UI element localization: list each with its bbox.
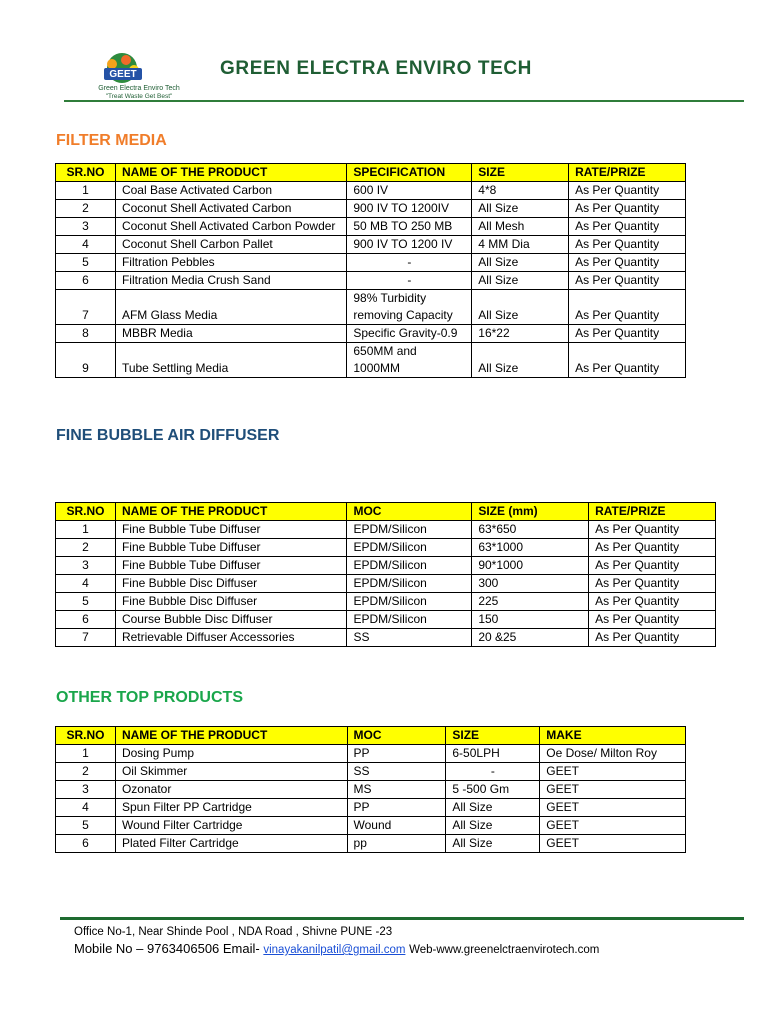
cell-make: GEET [540,763,686,781]
cell-product: Tube Settling Media [115,343,346,378]
cell-srno: 5 [56,254,116,272]
cell-product: Fine Bubble Tube Diffuser [115,521,346,539]
cell-product: Fine Bubble Tube Diffuser [115,557,346,575]
cell-moc: SS [347,629,472,647]
cell-srno: 4 [56,799,116,817]
cell-size: 6-50LPH [446,745,540,763]
cell-spec: 900 IV TO 1200 IV [347,236,472,254]
cell-spec: 900 IV TO 1200IV [347,200,472,218]
cell-srno: 3 [56,557,116,575]
header-divider [64,100,744,102]
cell-product: Course Bubble Disc Diffuser [115,611,346,629]
cell-product: Coconut Shell Carbon Pallet [115,236,346,254]
table-row [56,539,716,557]
column-header: SIZE [446,727,540,745]
cell-size: 5 -500 Gm [446,781,540,799]
cell-rate: As Per Quantity [589,593,716,611]
cell-rate: As Per Quantity [589,611,716,629]
cell-make: GEET [540,781,686,799]
table-row [56,325,686,343]
cell-size: 225 [472,593,589,611]
cell-product: MBBR Media [115,325,346,343]
logo-tagline: "Treat Waste Get Best" [105,93,173,100]
table-row [56,763,686,781]
cell-spec: 50 MB TO 250 MB [347,218,472,236]
cell-srno: 1 [56,182,116,200]
cell-spec: 98% Turbidity removing Capacity [347,290,472,325]
company-logo [64,50,224,102]
air-diffuser-table [55,502,716,647]
cell-size: 4 MM Dia [472,236,569,254]
table-row [56,557,716,575]
cell-rate: As Per Quantity [589,539,716,557]
cell-product: Spun Filter PP Cartridge [115,799,347,817]
logo-subtitle: Green Electra Enviro Tech [98,85,180,92]
cell-rate: As Per Quantity [569,343,686,378]
cell-product: Wound Filter Cartridge [115,817,347,835]
column-header: MOC [347,727,446,745]
table-header-row [56,727,686,745]
footer-email-link[interactable]: vinayakanilpatil@gmail.com [263,944,406,956]
table-row [56,593,716,611]
company-name: GREEN ELECTRA ENVIRO TECH [220,58,532,79]
cell-rate: As Per Quantity [569,200,686,218]
footer-divider [60,917,744,920]
cell-product: Fine Bubble Disc Diffuser [115,575,346,593]
cell-rate: As Per Quantity [569,272,686,290]
cell-rate: As Per Quantity [569,182,686,200]
cell-srno: 4 [56,575,116,593]
air-diffuser-title: FINE BUBBLE AIR DIFFUSER [56,427,280,444]
cell-srno: 7 [56,290,116,325]
table-row [56,799,686,817]
cell-size: 16*22 [472,325,569,343]
table-row [56,290,686,325]
table-row [56,521,716,539]
logo-text: GEET [109,69,137,80]
cell-srno: 1 [56,745,116,763]
cell-size: All Mesh [472,218,569,236]
cell-moc: Wound [347,817,446,835]
filter-media-table [55,163,686,378]
cell-size: 300 [472,575,589,593]
cell-size: All Size [446,835,540,853]
cell-srno: 3 [56,218,116,236]
table-row [56,835,686,853]
footer-address: Office No-1, Near Shinde Pool , NDA Road , Shivne PUNE -23 [74,926,393,938]
column-header: MOC [347,503,472,521]
cell-moc: EPDM/Silicon [347,593,472,611]
column-header: NAME OF THE PRODUCT [115,164,346,182]
table-row [56,254,686,272]
cell-product: Fine Bubble Tube Diffuser [115,539,346,557]
table-header-row [56,164,686,182]
cell-size: 150 [472,611,589,629]
cell-moc: EPDM/Silicon [347,557,472,575]
cell-rate: As Per Quantity [589,575,716,593]
cell-make: Oe Dose/ Milton Roy [540,745,686,763]
column-header: RATE/PRIZE [589,503,716,521]
cell-rate: As Per Quantity [569,290,686,325]
table-row [56,817,686,835]
cell-srno: 7 [56,629,116,647]
cell-srno: 2 [56,763,116,781]
cell-size: 63*650 [472,521,589,539]
cell-moc: EPDM/Silicon [347,611,472,629]
cell-moc: SS [347,763,446,781]
column-header: NAME OF THE PRODUCT [115,727,347,745]
cell-srno: 2 [56,200,116,218]
cell-size: All Size [446,799,540,817]
cell-rate: As Per Quantity [569,254,686,272]
column-header: SR.NO [56,727,116,745]
footer-website[interactable]: Web-www.greenelctraenvirotech.com [409,944,600,956]
cell-srno: 9 [56,343,116,378]
column-header: MAKE [540,727,686,745]
cell-srno: 1 [56,521,116,539]
cell-make: GEET [540,817,686,835]
cell-rate: As Per Quantity [589,557,716,575]
cell-size: 4*8 [472,182,569,200]
cell-moc: EPDM/Silicon [347,575,472,593]
cell-size: 90*1000 [472,557,589,575]
cell-rate: As Per Quantity [569,218,686,236]
cell-srno: 5 [56,817,116,835]
cell-moc: MS [347,781,446,799]
cell-srno: 5 [56,593,116,611]
cell-product: Filtration Pebbles [115,254,346,272]
cell-srno: 6 [56,611,116,629]
cell-spec: - [347,272,472,290]
filter-media-title: FILTER MEDIA [56,132,167,149]
cell-product: Ozonator [115,781,347,799]
cell-product: Oil Skimmer [115,763,347,781]
cell-make: GEET [540,835,686,853]
table-row [56,218,686,236]
cell-product: Fine Bubble Disc Diffuser [115,593,346,611]
footer-mobile: Mobile No – 9763406506 Email- [74,941,260,956]
cell-size: 63*1000 [472,539,589,557]
footer-contact [74,941,599,956]
cell-spec: - [347,254,472,272]
cell-product: Plated Filter Cartridge [115,835,347,853]
cell-size: All Size [472,343,569,378]
column-header: RATE/PRIZE [569,164,686,182]
table-row [56,272,686,290]
cell-rate: As Per Quantity [589,521,716,539]
cell-rate: As Per Quantity [569,236,686,254]
cell-size: - [446,763,540,781]
column-header: SIZE [472,164,569,182]
cell-rate: As Per Quantity [569,325,686,343]
table-row [56,343,686,378]
table-row [56,575,716,593]
cell-moc: PP [347,745,446,763]
cell-size: All Size [472,254,569,272]
cell-spec: 600 IV [347,182,472,200]
cell-size: All Size [472,200,569,218]
table-header-row [56,503,716,521]
table-row [56,200,686,218]
table-row [56,629,716,647]
table-row [56,611,716,629]
cell-srno: 2 [56,539,116,557]
cell-size: 20 &25 [472,629,589,647]
cell-srno: 6 [56,272,116,290]
cell-product: Dosing Pump [115,745,347,763]
table-row [56,236,686,254]
cell-product: Coconut Shell Activated Carbon [115,200,346,218]
cell-spec: Specific Gravity-0.9 [347,325,472,343]
table-row [56,182,686,200]
column-header: SR.NO [56,164,116,182]
table-row [56,781,686,799]
table-row [56,745,686,763]
cell-moc: pp [347,835,446,853]
cell-srno: 8 [56,325,116,343]
cell-size: All Size [472,272,569,290]
cell-moc: EPDM/Silicon [347,539,472,557]
cell-moc: EPDM/Silicon [347,521,472,539]
cell-srno: 4 [56,236,116,254]
cell-product: Coal Base Activated Carbon [115,182,346,200]
cell-size: All Size [472,290,569,325]
column-header: SIZE (mm) [472,503,589,521]
column-header: NAME OF THE PRODUCT [115,503,346,521]
other-products-table [55,726,686,853]
cell-rate: As Per Quantity [589,629,716,647]
cell-moc: PP [347,799,446,817]
page-header [0,0,768,110]
cell-product: Filtration Media Crush Sand [115,272,346,290]
cell-srno: 6 [56,835,116,853]
other-products-title: OTHER TOP PRODUCTS [56,689,243,706]
cell-size: All Size [446,817,540,835]
cell-product: Retrievable Diffuser Accessories [115,629,346,647]
cell-product: AFM Glass Media [115,290,346,325]
column-header: SPECIFICATION [347,164,472,182]
cell-spec: 650MM and 1000MM [347,343,472,378]
cell-make: GEET [540,799,686,817]
cell-srno: 3 [56,781,116,799]
cell-product: Coconut Shell Activated Carbon Powder [115,218,346,236]
column-header: SR.NO [56,503,116,521]
